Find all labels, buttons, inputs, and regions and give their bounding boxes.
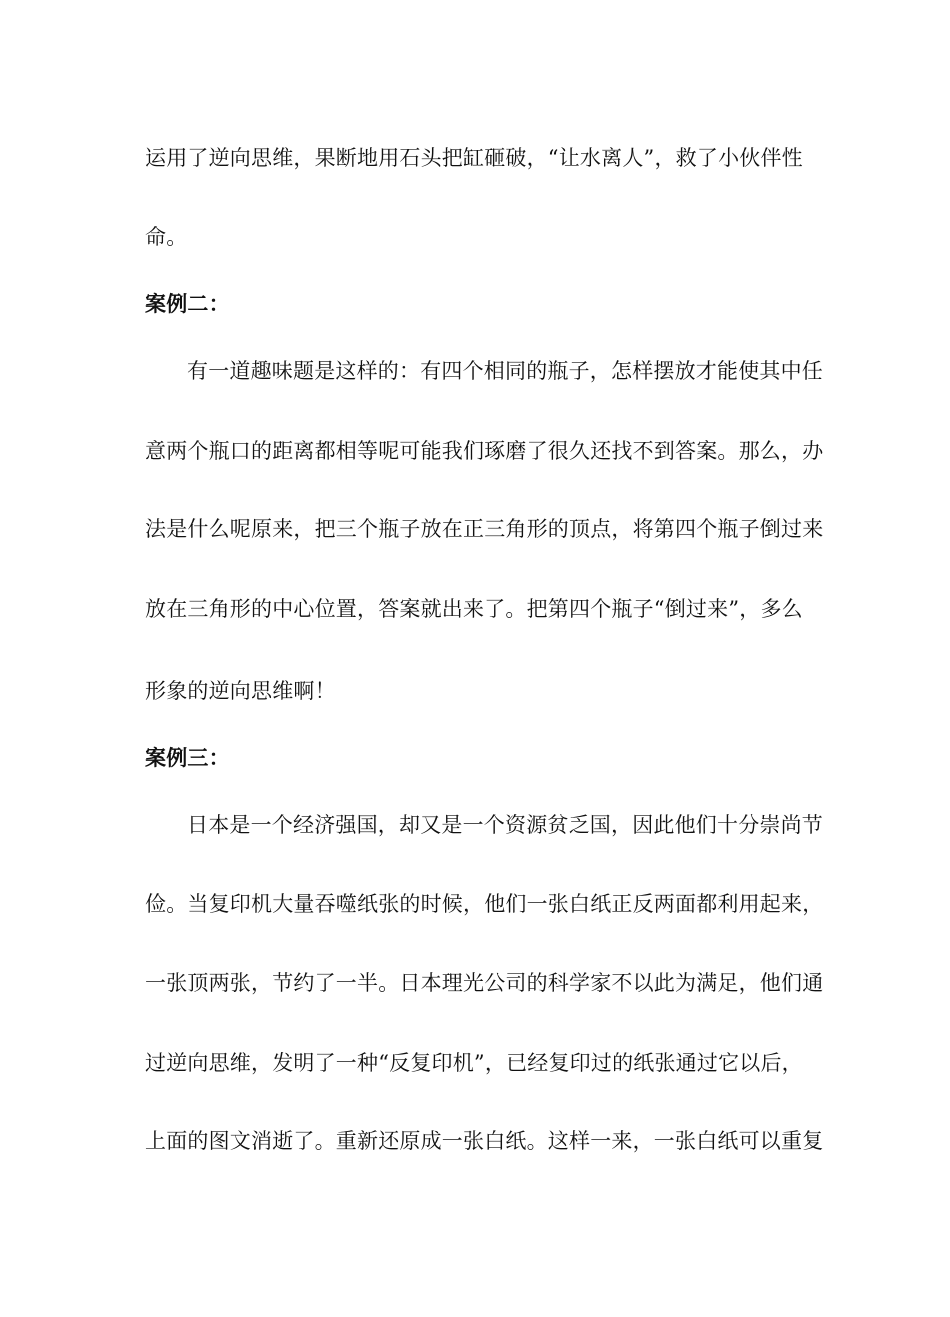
paragraph-line: 法是什么呢原来，把三个瓶子放在正三角形的顶点，将第四个瓶子倒过来	[145, 517, 824, 541]
paragraph-line: 意两个瓶口的距离都相等呢可能我们琢磨了很久还找不到答案。那么，办	[145, 439, 824, 463]
paragraph-line: 运用了逆向思维，果断地用石头把缸砸破，“让水离人”，救了小伙伴性	[145, 146, 803, 170]
paragraph-line: 命。	[145, 225, 188, 249]
paragraph-line: 有一道趣味题是这样的：有四个相同的瓶子，怎样摆放才能使其中任	[187, 359, 823, 383]
paragraph-line: 俭。当复印机大量吞噬纸张的时候，他们一张白纸正反两面都利用起来，	[145, 892, 824, 916]
section-heading: 案例二：	[145, 291, 230, 316]
paragraph-line: 放在三角形的中心位置，答案就出来了。把第四个瓶子“倒过来”，多么	[145, 597, 803, 621]
paragraph-line: 上面的图文消逝了。重新还原成一张白纸。这样一来，一张白纸可以重复	[145, 1129, 824, 1153]
section-heading: 案例三：	[145, 745, 230, 770]
paragraph-line: 过逆向思维，发明了一种“反复印机”，已经复印过的纸张通过它以后，	[145, 1051, 803, 1075]
paragraph-line: 形象的逆向思维啊！	[145, 679, 336, 703]
paragraph-line: 日本是一个经济强国，却又是一个资源贫乏国，因此他们十分崇尚节	[187, 813, 823, 837]
paragraph-line: 一张顶两张，节约了一半。日本理光公司的科学家不以此为满足，他们通	[145, 971, 824, 995]
